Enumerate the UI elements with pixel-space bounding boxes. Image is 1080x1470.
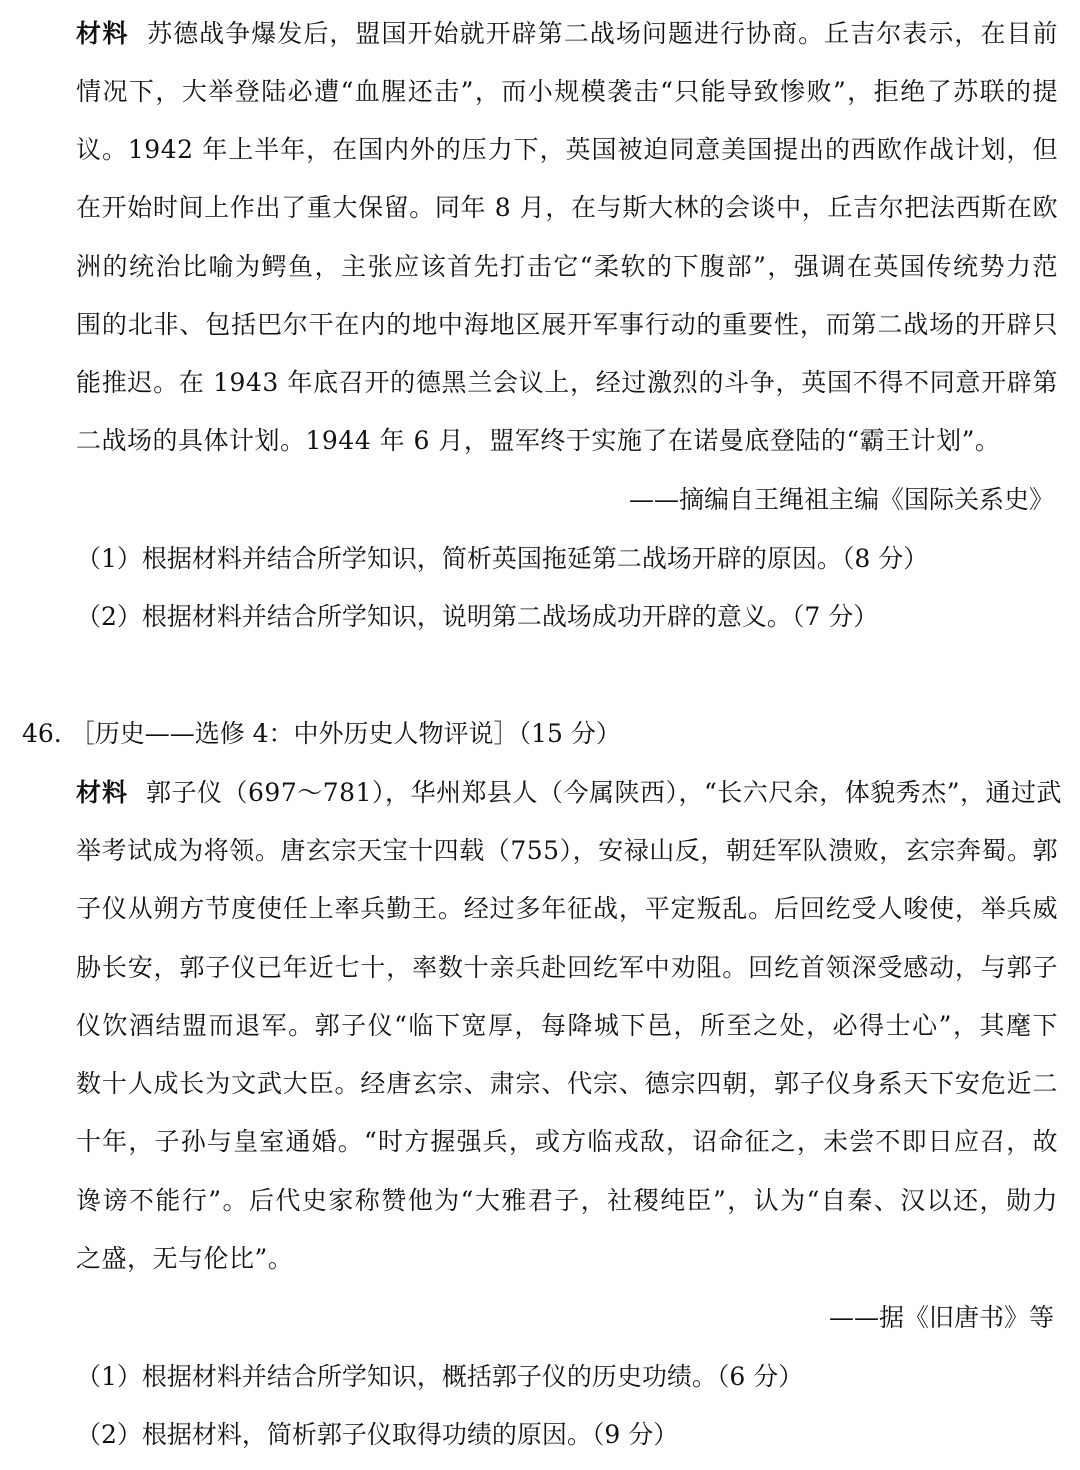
material-label: 材料 [76, 778, 129, 807]
material-paragraph-line: 二战场的具体计划。1944 年 6 月，盟军终于实施了在诺曼底登陆的“霸王计划”。 [76, 426, 1001, 455]
material-text: 苏德战争爆发后，盟国开始就开辟第二战场问题进行协商。丘吉尔表示，在目前 [147, 19, 1058, 48]
material-source: ——摘编自王绳祖主编《国际关系史》 [628, 485, 1054, 514]
material-paragraph-line: 在开始时间上作出了重大保留。同年 8 月，在与斯大林的会谈中，丘吉尔把法西斯在欧 [76, 193, 1058, 222]
question-2: （2）根据材料并结合所学知识，说明第二战场成功开辟的意义。（7 分） [76, 602, 879, 631]
material-paragraph-line: 议。1942 年上半年，在国内外的压力下，英国被迫同意美国提出的西欧作战计划，但 [76, 135, 1058, 164]
question-heading: 46. ［历史——选修 4：中外历史人物评说］（15 分） [22, 719, 621, 748]
material-paragraph-line [76, 16, 1058, 52]
material-paragraph-line: 仪饮酒结盟而退军。郭子仪“临下宽厚，每降城下邑，所至之处，必得士心”，其麾下 [76, 1011, 1058, 1040]
material-paragraph-line: 数十人成长为文武大臣。经唐玄宗、肃宗、代宗、德宗四朝，郭子仪身系天下安危近二 [76, 1069, 1058, 1098]
material-source: ——据《旧唐书》等 [828, 1303, 1054, 1332]
question-2: （2）根据材料，简析郭子仪取得功绩的原因。（9 分） [76, 1420, 679, 1449]
material-paragraph-line: 谗谤不能行”。后代史家称赞他为“大雅君子，社稷纯臣”，认为“自秦、汉以还，勋力 [76, 1186, 1058, 1215]
material-paragraph-line: 胁长安，郭子仪已年近七十，率数十亲兵赴回纥军中劝阻。回纥首领深受感动，与郭子 [76, 953, 1058, 982]
material-paragraph-line: 十年，子孙与皇室通婚。“时方握强兵，或方临戎敌，诏命征之，未尝不即日应召，故 [76, 1127, 1058, 1156]
material-label: 材料 [76, 19, 130, 48]
material-paragraph-line: 洲的统治比喻为鳄鱼，主张应该首先打击它“柔软的下腹部”，强调在英国传统势力范 [76, 252, 1058, 281]
material-text: 郭子仪（697～781），华州郑县人（今属陕西），“长六尺余，体貌秀杰”，通过武 [146, 778, 1063, 807]
material-paragraph-line: 围的北非、包括巴尔干在内的地中海地区展开军事行动的重要性，而第二战场的开辟只 [76, 310, 1058, 339]
question-1: （1）根据材料并结合所学知识，简析英国拖延第二战场开辟的原因。（8 分） [76, 544, 929, 573]
material-paragraph-line: 子仪从朔方节度使任上率兵勤王。经过多年征战，平定叛乱。后回纥受人唆使，举兵威 [76, 894, 1058, 923]
material-paragraph-line: 举考试成为将领。唐玄宗天宝十四载（755），安禄山反，朝廷军队溃败，玄宗奔蜀。郭 [76, 836, 1058, 865]
question-1: （1）根据材料并结合所学知识，概括郭子仪的历史功绩。（6 分） [76, 1362, 804, 1391]
material-paragraph-line: 能推迟。在 1943 年底召开的德黑兰会议上，经过激烈的斗争，英国不得不同意开辟第 [76, 368, 1058, 397]
material-paragraph-line: 之盛，无与伦比”。 [76, 1244, 294, 1273]
material-paragraph-line: 情况下，大举登陆必遭“血腥还击”，而小规模袭击“只能导致惨败”，拒绝了苏联的提 [76, 77, 1058, 106]
material-paragraph-line [76, 775, 1063, 811]
